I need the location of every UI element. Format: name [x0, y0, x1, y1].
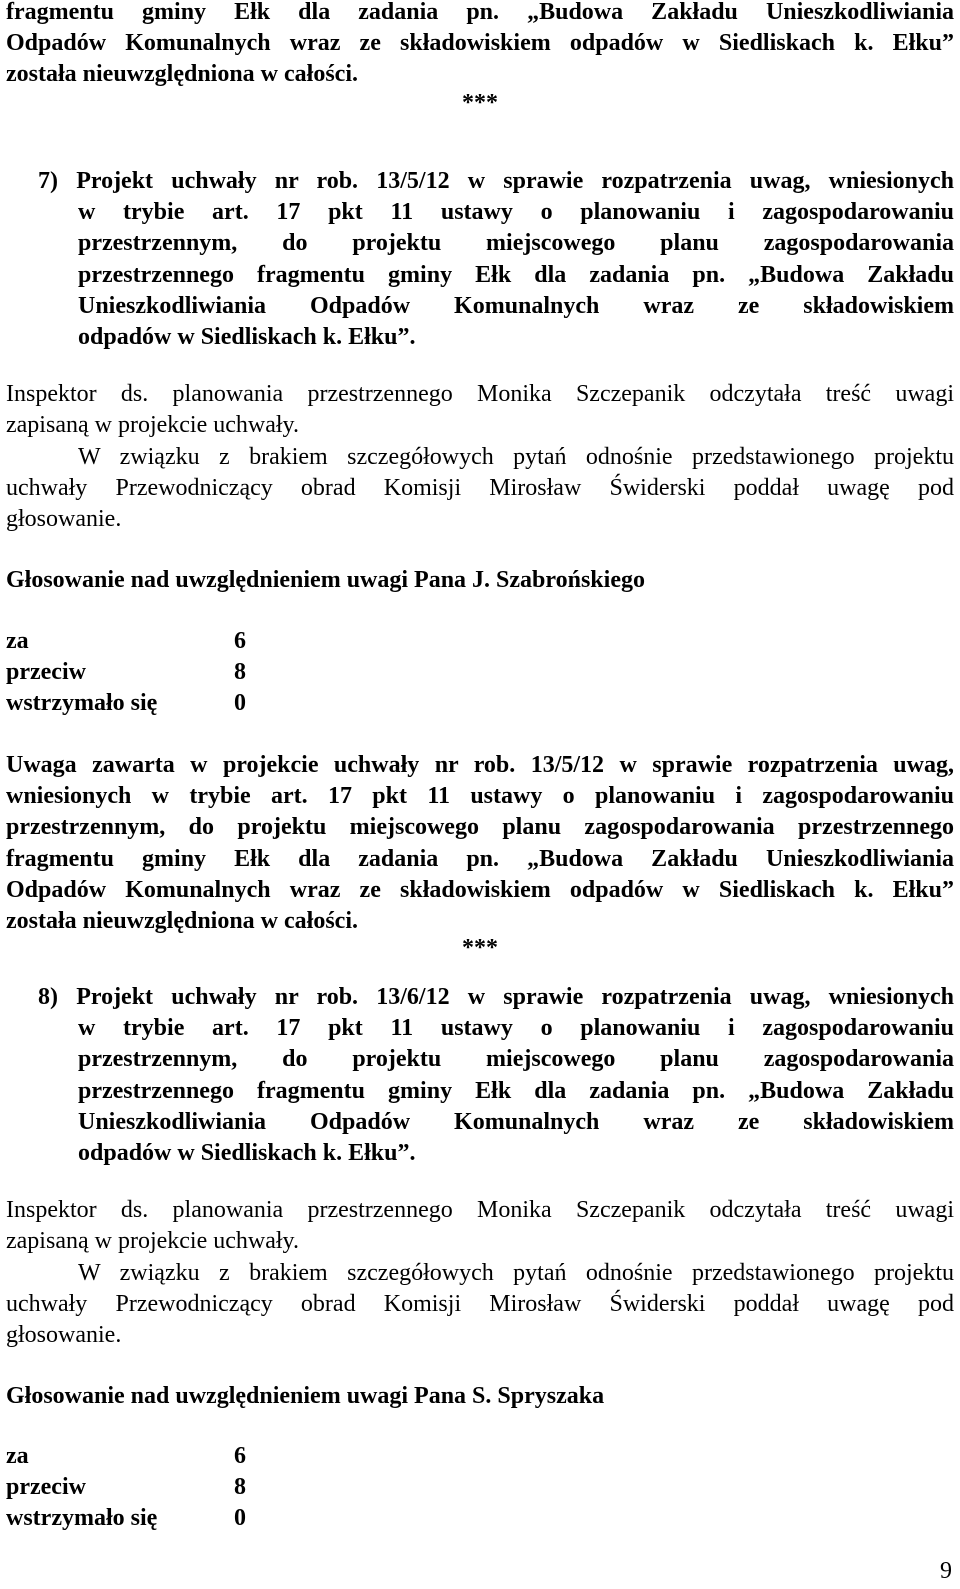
- vote-results: [6, 626, 246, 720]
- vote-heading: Głosowanie nad uwzględnieniem uwagi Pana J. Szabrońskiego: [6, 567, 645, 593]
- text-line: przestrzennym, do projektu miejscowego planu zagospodarowania: [78, 230, 954, 257]
- vote-results: [6, 1441, 246, 1535]
- page-number: 9: [940, 1558, 952, 1584]
- vote-row-against: [6, 1472, 246, 1503]
- vote-label: wstrzymało się: [6, 1505, 158, 1532]
- result-paragraph: [6, 750, 954, 937]
- vote-row-for: [6, 1441, 246, 1472]
- vote-row-abstain: [6, 1503, 246, 1534]
- text-line: przestrzennego fragmentu gminy Ełk dla zadania pn. „Budowa Zakładu: [78, 1077, 954, 1104]
- text-line: przestrzennym, do projektu miejscowego planu zagospodarowania przestrzennego: [6, 814, 954, 841]
- vote-row-against: [6, 657, 246, 688]
- vote-row-for: [6, 626, 246, 657]
- text-line: wniesionych w trybie art. 17 pkt 11 ustawy o planowaniu i zagospodarowaniu: [6, 783, 954, 810]
- agenda-item-8: [6, 982, 954, 1169]
- text-line: Inspektor ds. planowania przestrzennego Monika Szczepanik odczytała treść uwagi: [6, 1197, 954, 1223]
- text-line: Unieszkodliwiania Odpadów Komunalnych wraz ze składowiskiem: [78, 1108, 954, 1135]
- text-line: zapisaną w projekcie uchwały.: [6, 412, 299, 439]
- vote-count: 6: [234, 628, 246, 654]
- text-line: została nieuwzględniona w całości.: [6, 61, 358, 88]
- text-line: uchwały Przewodniczący obrad Komisji Mirosław Świderski poddał uwagę pod: [6, 475, 954, 502]
- item-title: Projekt uchwały nr rob. 13/6/12 w sprawie rozpatrzenia uwag, wniesionych: [76, 984, 954, 1010]
- text-line: zapisaną w projekcie uchwały.: [6, 1228, 299, 1255]
- vote-count: 0: [234, 1505, 246, 1532]
- text-line: Odpadów Komunalnych wraz ze składowiskiem odpadów w Siedliskach k. Ełku”: [6, 876, 954, 903]
- vote-count: 8: [234, 659, 246, 686]
- discussion-paragraph: [6, 442, 954, 536]
- vote-count: 0: [234, 690, 246, 717]
- text-line: odpadów w Siedliskach k. Ełku”.: [78, 324, 416, 351]
- text-line: Odpadów Komunalnych wraz ze składowiskiem odpadów w Siedliskach k. Ełku”: [6, 30, 954, 57]
- text-line: w trybie art. 17 pkt 11 ustawy o planowaniu i zagospodarowaniu: [78, 1015, 954, 1042]
- text-line: Uwaga zawarta w projekcie uchwały nr rob. 13/5/12 w sprawie rozpatrzenia uwag,: [6, 752, 954, 778]
- section-separator: ***: [462, 935, 498, 961]
- text-line: W związku z brakiem szczegółowych pytań odnośnie przedstawionego projektu: [78, 1260, 954, 1286]
- text-line: Inspektor ds. planowania przestrzennego Monika Szczepanik odczytała treść uwagi: [6, 381, 954, 407]
- text-line: fragmentu gminy Ełk dla zadania pn. „Budowa Zakładu Unieszkodliwiania: [6, 845, 954, 872]
- item-number: 8): [38, 984, 58, 1010]
- text-line: [6, 166, 954, 197]
- text-line: Unieszkodliwiania Odpadów Komunalnych wraz ze składowiskiem: [78, 292, 954, 319]
- item-title: Projekt uchwały nr rob. 13/5/12 w sprawie rozpatrzenia uwag, wniesionych: [76, 168, 954, 194]
- vote-heading: Głosowanie nad uwzględnieniem uwagi Pana S. Spryszaka: [6, 1383, 605, 1409]
- text-line: uchwały Przewodniczący obrad Komisji Mirosław Świderski poddał uwagę pod: [6, 1291, 954, 1318]
- text-line: odpadów w Siedliskach k. Ełku”.: [78, 1140, 416, 1167]
- text-line: W związku z brakiem szczegółowych pytań odnośnie przedstawionego projektu: [78, 444, 954, 470]
- text-line: przestrzennym, do projektu miejscowego planu zagospodarowania: [78, 1046, 954, 1073]
- vote-label: przeciw: [6, 659, 86, 686]
- discussion-paragraph: [6, 1258, 954, 1352]
- text-line: głosowanie.: [6, 506, 122, 533]
- text-line: została nieuwzględniona w całości.: [6, 908, 358, 935]
- text-line: [6, 982, 954, 1013]
- item-number: 7): [38, 168, 58, 194]
- text-line: fragmentu gminy Ełk dla zadania pn. „Budowa Zakładu Unieszkodliwiania: [6, 0, 954, 25]
- vote-count: 6: [234, 1443, 246, 1469]
- reading-paragraph: [6, 1195, 954, 1257]
- vote-count: 8: [234, 1474, 246, 1501]
- vote-row-abstain: [6, 688, 246, 719]
- section-separator: ***: [462, 90, 498, 116]
- reading-paragraph: [6, 379, 954, 441]
- text-line: w trybie art. 17 pkt 11 ustawy o planowaniu i zagospodarowaniu: [78, 199, 954, 226]
- text-line: przestrzennego fragmentu gminy Ełk dla zadania pn. „Budowa Zakładu: [78, 261, 954, 288]
- top-fragment: [6, 0, 954, 91]
- vote-label: przeciw: [6, 1474, 86, 1501]
- vote-label: wstrzymało się: [6, 690, 158, 717]
- agenda-item-7: [6, 166, 954, 353]
- vote-label: za: [6, 1443, 29, 1469]
- vote-label: za: [6, 628, 29, 654]
- text-line: głosowanie.: [6, 1322, 122, 1349]
